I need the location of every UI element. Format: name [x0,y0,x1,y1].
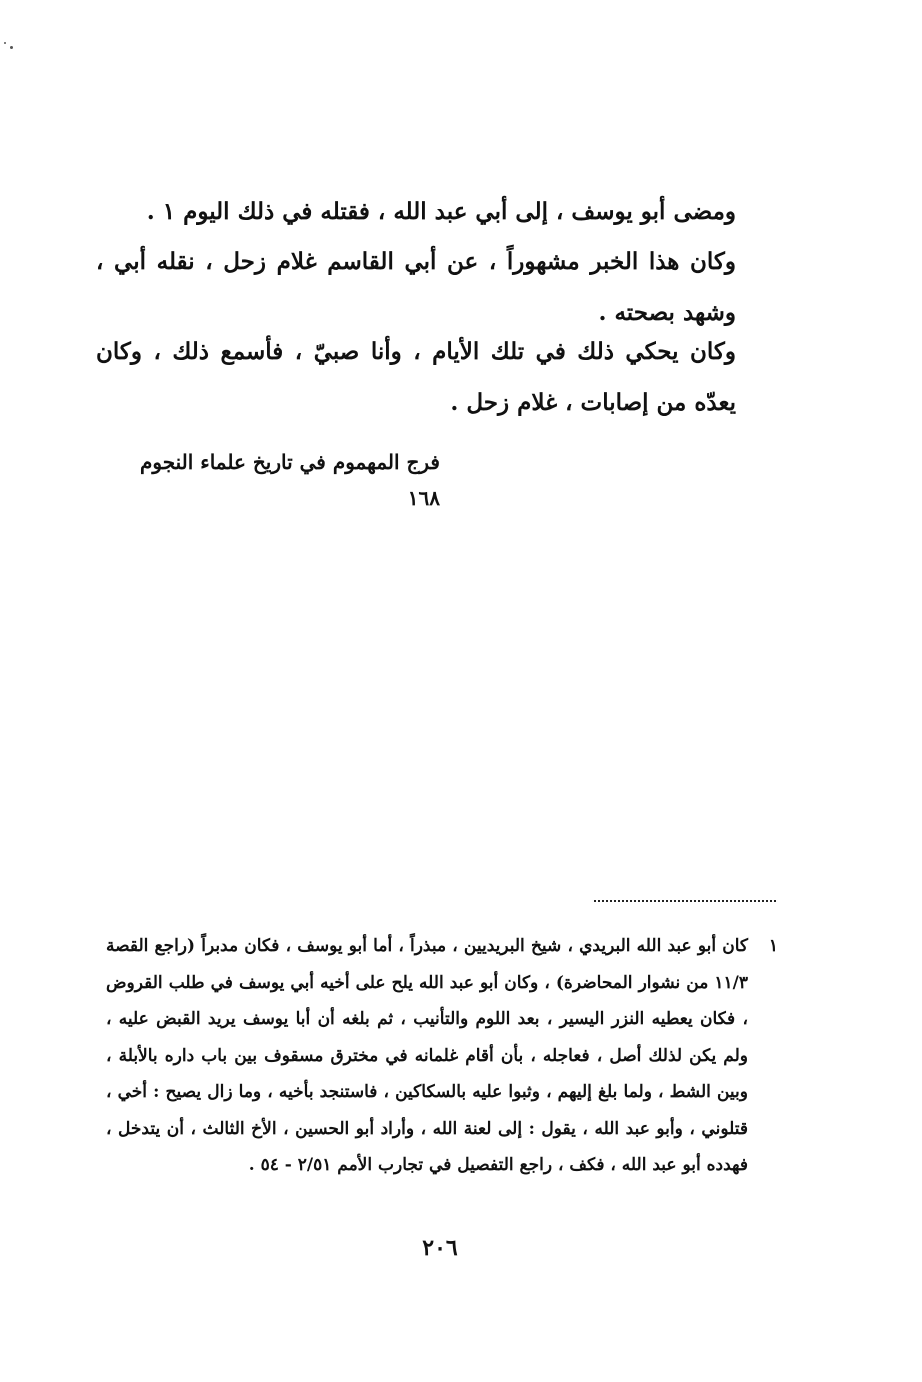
scan-speck [4,42,6,44]
footnote [106,928,778,1184]
scan-speck [10,46,13,49]
footnote-separator [594,900,776,902]
footnote-number: ١ [768,936,778,956]
footnote-text: كان أبو عبد الله البريدي ، شيخ البريديين ، مبذراً ، أما أبو يوسف ، فكان مدبراً (راجع القصة ١١/٣ من نشوار المحاضرة) ، وكان أبو عبد الله يلح على أخيه أبي يوسف في طلب القروض ، فكان يعطيه النزر اليسير ، بعد اللوم والتأنيب ، ثم بلغه أن أبا يوسف يريد القبض عليه ، ولم يكن لذلك أصل ، فعاجله ، بأن أقام غلمانه في مخترق مسقوف بين باب داره بالأبلة ، وبين الشط ، ولما بلغ إليهم ، وثبوا عليه بالسكاكين ، فاستنجد بأخيه ، وما زال يصيح : أخي ، قتلوني ، وأبو عبد الله ، يقول : إلى لعنة الله ، وأراد أبو الحسين ، الأخ الثالث ، أن يتدخل ، فهدده أبو عبد الله ، فكف ، راجع التفصيل في تجارب الأمم ٢/٥١ - ٥٤ . [106,936,748,1175]
body-paragraph-1: ومضى أبو يوسف ، إلى أبي عبد الله ، فقتله في ذلك اليوم ١ . [146,198,736,225]
source-reference: فرج المهموم في تاريخ علماء النجوم ١٦٨ [140,450,440,510]
body-paragraph-3: وكان يحكي ذلك في تلك الأيام ، وأنا صبيّ ، فأسمع ذلك ، وكان يعدّه من إصابات ، غلام زحل . [96,338,736,416]
page-number: ٢٠٦ [422,1235,458,1261]
body-paragraph-2: وكان هذا الخبر مشهوراً ، عن أبي القاسم غلام زحل ، نقله أبي ، وشهد بصحته . [96,248,736,326]
